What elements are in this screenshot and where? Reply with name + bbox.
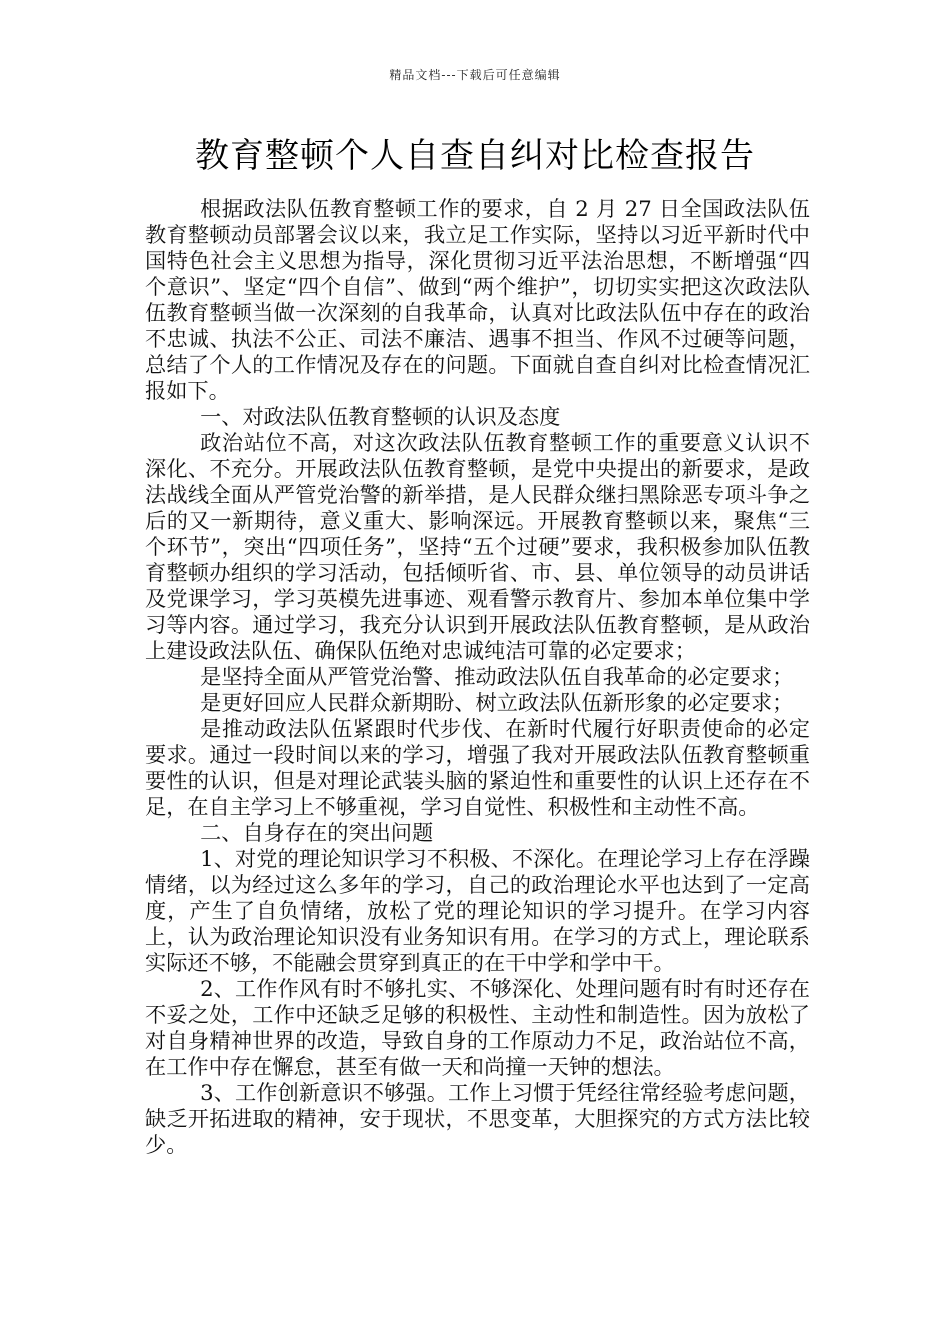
paragraph-1-4: 是推动政法队伍紧跟时代步伐、在新时代履行好职责使命的必定要求。通过一段时间以来的学习，增强了我对开展政法队伍教育整顿重要性的认识，但是对理论武装头脑的紧迫性和重要性的认识上还存在不足，在自主学习上不够重视，学习自觉性、积极性和主动性不高。 (145, 716, 810, 819)
document-body (145, 196, 810, 1158)
paragraph-1-3: 是更好回应人民群众新期盼、树立政法队伍新形象的必定要求； (200, 690, 794, 715)
paragraph-2-3: 3、工作创新意识不够强。工作上习惯于凭经往常经验考虑问题，缺乏开拓进取的精神，安于现状，不思变革，大胆探究的方式方法比较少。 (145, 1080, 810, 1157)
header-note: 精品文档---下载后可任意编辑 (389, 68, 561, 82)
section-heading-2: 二、自身存在的突出问题 (200, 820, 434, 845)
paragraph-2-2: 2、工作作风有时不够扎实、不够深化、处理问题有时有时还存在不妥之处，工作中还缺乏足够的积极性、主动性和制造性。因为放松了对自身精神世界的改造，导致自身的工作原动力不足，政治站位不高，在工作中存在懈怠，甚至有做一天和尚撞一天钟的想法。 (145, 976, 810, 1079)
paragraph-intro: 根据政法队伍教育整顿工作的要求，自 2 月 27 日全国政法队伍教育整顿动员部署会议以来，我立足工作实际，坚持以习近平新时代中国特色社会主义思想为指导，深化贯彻习近平法治思想，不断增强“四个意识”、坚定“四个自信”、做到“两个维护”，切切实实把这次政法队伍教育整顿当做一次深刻的自我革命，认真对比政法队伍中存在的政治不忠诚、执法不公正、司法不廉洁、遇事不担当、作风不过硬等问题，总结了个人的工作情况及存在的问题。下面就自查自纠对比检查情况汇报如下。 (145, 196, 810, 403)
document-title: 教育整顿个人自查自纠对比检查报告 (195, 136, 755, 176)
paragraph-2-1: 1、对党的理论知识学习不积极、不深化。在理论学习上存在浮躁情绪，以为经过这么多年的学习，自己的政治理论水平也达到了一定高度，产生了自负情绪，放松了党的理论知识的学习提升。在学习内容上，认为政治理论知识没有业务知识有用。在学习的方式上，理论联系实际还不够，不能融会贯穿到真正的在干中学和学中干。 (145, 846, 810, 975)
paragraph-1-2: 是坚持全面从严管党治警、推动政法队伍自我革命的必定要求； (200, 664, 794, 689)
paragraph-1-1: 政治站位不高，对这次政法队伍教育整顿工作的重要意义认识不深化、不充分。开展政法队伍教育整顿，是党中央提出的新要求，是政法战线全面从严管党治警的新举措，是人民群众继扫黑除恶专项斗争之后的又一新期待，意义重大、影响深远。开展教育整顿以来，聚焦“三个环节”，突出“四项任务”，坚持“五个过硬”要求，我积极参加队伍教育整顿办组织的学习活动，包括倾听省、市、县、单位领导的动员讲话及党课学习，学习英模先进事迹、观看警示教育片、参加本单位集中学习等内容。通过学习，我充分认识到开展政法队伍教育整顿，是从政治上建设政法队伍、确保队伍绝对忠诚纯洁可靠的必定要求； (145, 430, 810, 663)
section-heading-1: 一、对政法队伍教育整顿的认识及态度 (200, 404, 561, 429)
